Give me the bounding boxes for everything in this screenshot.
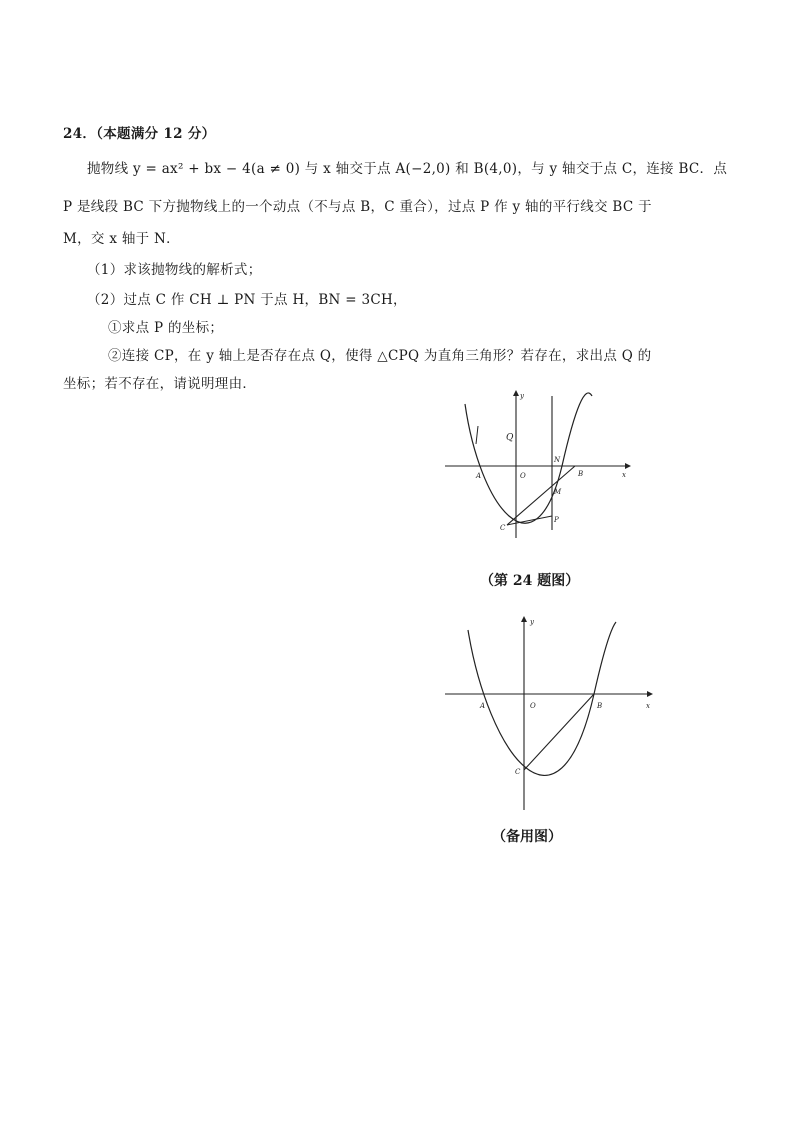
pen-mark bbox=[476, 426, 478, 444]
label-c: C bbox=[500, 524, 506, 532]
question-2-part-2-line-2: 坐标；若不存在，请说明理由． bbox=[63, 376, 257, 392]
label-p: P bbox=[554, 516, 559, 524]
y-axis-arrow bbox=[521, 616, 527, 622]
y-axis-arrow bbox=[513, 390, 519, 396]
figure-1 bbox=[440, 388, 640, 548]
label-m: M bbox=[554, 488, 562, 496]
label-x: x bbox=[622, 471, 626, 479]
problem-header: 24．（本题满分 12 分） bbox=[63, 126, 216, 142]
x-axis-arrow bbox=[647, 691, 653, 697]
label-b: B bbox=[597, 702, 603, 710]
label-n: N bbox=[554, 456, 561, 464]
figure-2 bbox=[440, 612, 660, 812]
segment-bc bbox=[507, 466, 575, 525]
question-1: （1）求该抛物线的解析式； bbox=[87, 262, 262, 278]
parabola bbox=[465, 393, 592, 523]
x-axis-arrow bbox=[625, 463, 631, 469]
label-o: O bbox=[520, 472, 526, 480]
figure-2-caption: （备用图） bbox=[492, 829, 562, 845]
label-a: A bbox=[476, 472, 482, 480]
label-b: B bbox=[578, 470, 584, 478]
label-x: x bbox=[646, 702, 650, 710]
segment-cp bbox=[507, 516, 552, 525]
label-y: y bbox=[530, 618, 534, 626]
problem-stem-line-1: 抛物线 y = ax² + bx − 4(a ≠ 0) 与 x 轴交于点 A(−2,0) 和 B(4,0)，与 y 轴交于点 C，连接 BC．点 bbox=[87, 161, 728, 177]
label-c: C bbox=[515, 768, 521, 776]
problem-stem-line-2: P 是线段 BC 下方抛物线上的一个动点（不与点 B，C 重合），过点 P 作 y 轴的平行线交 BC 于 bbox=[63, 199, 652, 215]
question-2: （2）过点 C 作 CH ⊥ PN 于点 H，BN = 3CH， bbox=[87, 292, 407, 308]
question-2-part-2-line-1: ②连接 CP，在 y 轴上是否存在点 Q，使得 △CPQ 为直角三角形？若存在，求出点 Q 的 bbox=[108, 348, 652, 364]
label-y: y bbox=[520, 392, 524, 400]
question-2-part-1: ①求点 P 的坐标； bbox=[108, 320, 224, 336]
parabola bbox=[468, 622, 616, 775]
label-o: O bbox=[530, 702, 536, 710]
problem-stem-line-3: M，交 x 轴于 N． bbox=[63, 231, 180, 247]
label-q: Q bbox=[506, 433, 514, 443]
label-a: A bbox=[480, 702, 486, 710]
figure-1-caption: （第 24 题图） bbox=[480, 573, 580, 589]
